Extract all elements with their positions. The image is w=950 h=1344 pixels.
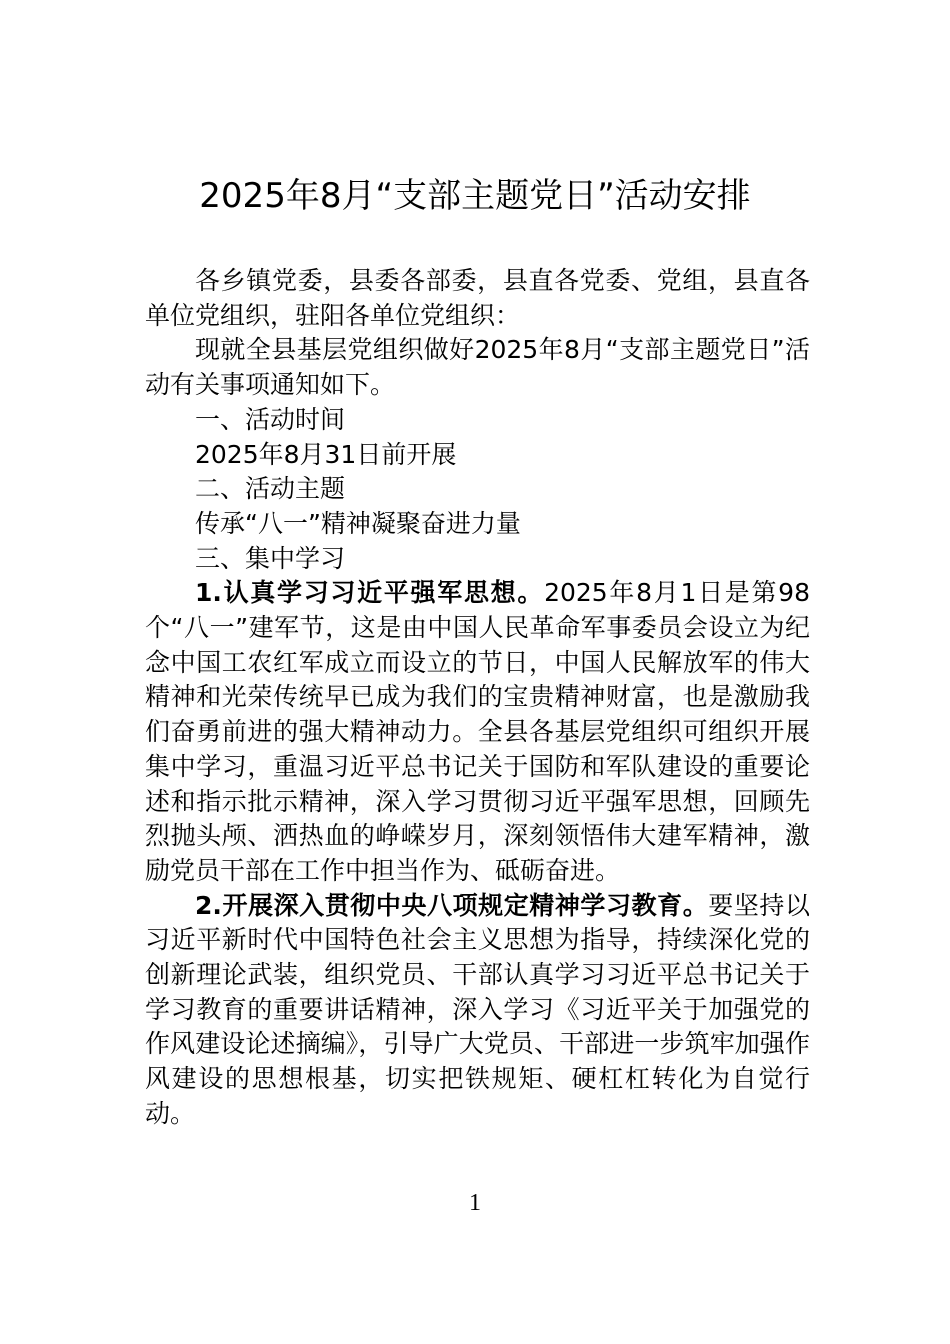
study-item-1-lead: 1.认真学习习近平强军思想。 [195, 578, 545, 608]
study-item-1-body: 2025年8月1日是第98个“八一”建军节，这是由中国人民革命军事委员会设立为纪念中国工农红军成立而设立的节日，中国人民解放军的伟大精神和光荣传统早已成为我们的宝贵精神财富，也是激励我们奋勇前进的强大精神动力。全县各基层党组织可组织开展集中学习，重温习近平总书记关于国防和军队建设的重要论述和指示批示精神，深入学习贯彻习近平强军思想，回顾先烈抛头颅、洒热血的峥嵘岁月，深刻领悟伟大建军精神，激励党员干部在工作中担当作为、砥砺奋进。 [145, 578, 810, 885]
study-item-2-body: 要坚持以习近平新时代中国特色社会主义思想为指导，持续深化党的创新理论武装，组织党员、干部认真学习习近平总书记关于学习教育的重要讲话精神，深入学习《习近平关于加强党的作风建设论述摘编》，引导广大党员、干部进一步筑牢加强作风建设的思想根基，切实把铁规矩、硬杠杠转化为自觉行动。 [145, 890, 810, 1128]
document-title: 2025年8月“支部主题党日”活动安排 [199, 176, 751, 216]
intro-paragraph: 现就全县基层党组织做好2025年8月“支部主题党日”活动有关事项通知如下。 [145, 335, 810, 400]
section-heading-time: 一、活动时间 [195, 404, 346, 434]
study-item-2-lead: 2.开展深入贯彻中央八项规定精神学习教育。 [195, 890, 709, 920]
study-item-1 [145, 576, 810, 888]
section-heading-theme: 二、活动主题 [195, 474, 346, 504]
salutation: 各乡镇党委，县委各部委，县直各党委、党组，县直各单位党组织，驻阳各单位党组织： [145, 266, 810, 330]
section-content-theme: 传承“八一”精神凝聚奋进力量 [195, 508, 521, 538]
page-number: 1 [469, 1190, 481, 1216]
section-content-time: 2025年8月31日前开展 [195, 439, 457, 469]
document-body [145, 264, 810, 1132]
section-heading-study: 三、集中学习 [195, 543, 346, 573]
study-item-2 [145, 889, 810, 1132]
